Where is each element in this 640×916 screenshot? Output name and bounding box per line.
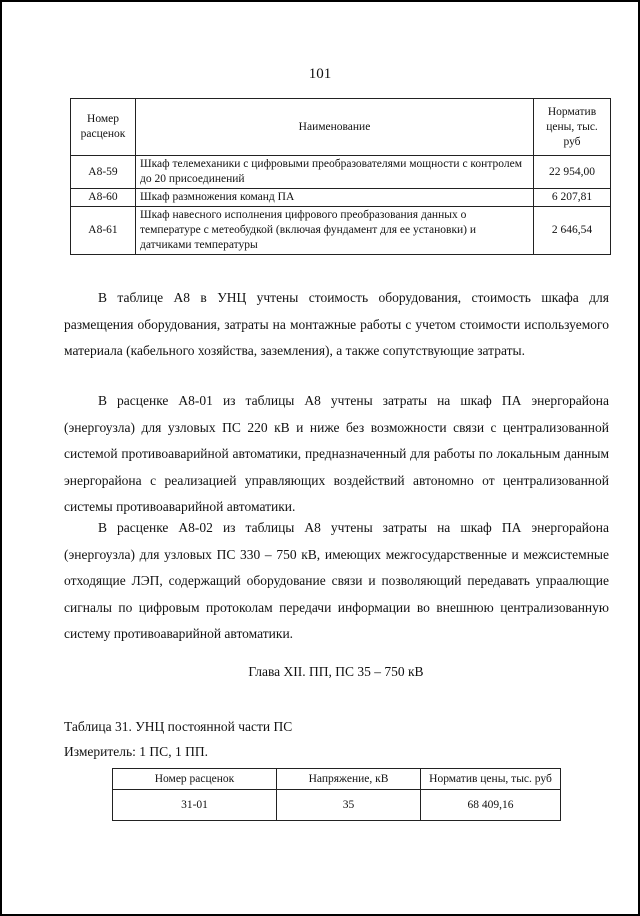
table-header-row bbox=[113, 769, 561, 790]
cell-name: Шкаф размножения команд ПА bbox=[136, 189, 534, 207]
cell-price: 6 207,81 bbox=[534, 189, 611, 207]
chapter-title: Глава XII. ПП, ПС 35 – 750 кВ bbox=[248, 664, 424, 679]
cell-code: А8-61 bbox=[71, 207, 136, 255]
table31-meter: Измеритель: 1 ПС, 1 ПП. bbox=[64, 744, 208, 759]
table31-caption: Таблица 31. УНЦ постоянной части ПС bbox=[64, 719, 293, 734]
table-header-row bbox=[71, 99, 611, 156]
header-voltage: Напряжение, кВ bbox=[277, 769, 421, 790]
cell-voltage: 35 bbox=[277, 790, 421, 821]
cell-name: Шкаф телемеханики с цифровыми преобразователями мощности с контролем до 20 присоединений bbox=[136, 156, 534, 189]
table-row bbox=[71, 156, 611, 189]
table-row bbox=[71, 189, 611, 207]
cell-name: Шкаф навесного исполнения цифрового преобразования данных о температуре с метеобудкой (включая фундамент для ее установки) и датчиками температуры bbox=[136, 207, 534, 255]
header-price: Норматив цены, тыс. руб bbox=[534, 99, 611, 156]
paragraph-a8-01: В расценке А8-01 из таблицы А8 учтены затраты на шкаф ПА энергорайона (энергоузла) для узловых ПС 220 кВ и ниже без возможности связи с централизованной системой противоаварийной автоматики, предназначенный для работы по локальным данным энергорайона с реализацией управляющих воздействий автономно от централизованной системы противоаварийной автоматики. bbox=[64, 393, 609, 514]
page-number: 101 bbox=[308, 66, 332, 82]
table-a8 bbox=[70, 98, 611, 255]
header-code: Номер расценок bbox=[71, 99, 136, 156]
table-row bbox=[113, 790, 561, 821]
cell-price: 2 646,54 bbox=[534, 207, 611, 255]
cell-price: 68 409,16 bbox=[421, 790, 561, 821]
cell-price: 22 954,00 bbox=[534, 156, 611, 189]
cell-code: А8-60 bbox=[71, 189, 136, 207]
table-31 bbox=[112, 768, 561, 821]
paragraph-a8-summary: В таблице А8 в УНЦ учтены стоимость оборудования, стоимость шкафа для размещения оборудования, затраты на монтажные работы с учетом стоимости используемого материала (кабельного хозяйства, заземления), а также сопутствующие затраты. bbox=[64, 290, 609, 358]
header-price: Норматив цены, тыс. руб bbox=[421, 769, 561, 790]
cell-code: 31-01 bbox=[113, 790, 277, 821]
paragraph-a8-02: В расценке А8-02 из таблицы А8 учтены затраты на шкаф ПА энергорайона (энергоузла) для узловых ПС 330 – 750 кВ, имеющих межгосударственные и межсистемные отходящие ЛЭП, содержащий оборудование связи и позволяющий передавать упраалющие сигналы по цифровым протоколам передачи информации во внешнюю централизованную систему противоаварийной автоматики. bbox=[64, 520, 609, 641]
table-row bbox=[71, 207, 611, 255]
header-name: Наименование bbox=[136, 99, 534, 156]
header-code: Номер расценок bbox=[113, 769, 277, 790]
cell-code: А8-59 bbox=[71, 156, 136, 189]
scan-edge-top bbox=[0, 0, 640, 2]
scan-edge-left bbox=[0, 0, 2, 916]
